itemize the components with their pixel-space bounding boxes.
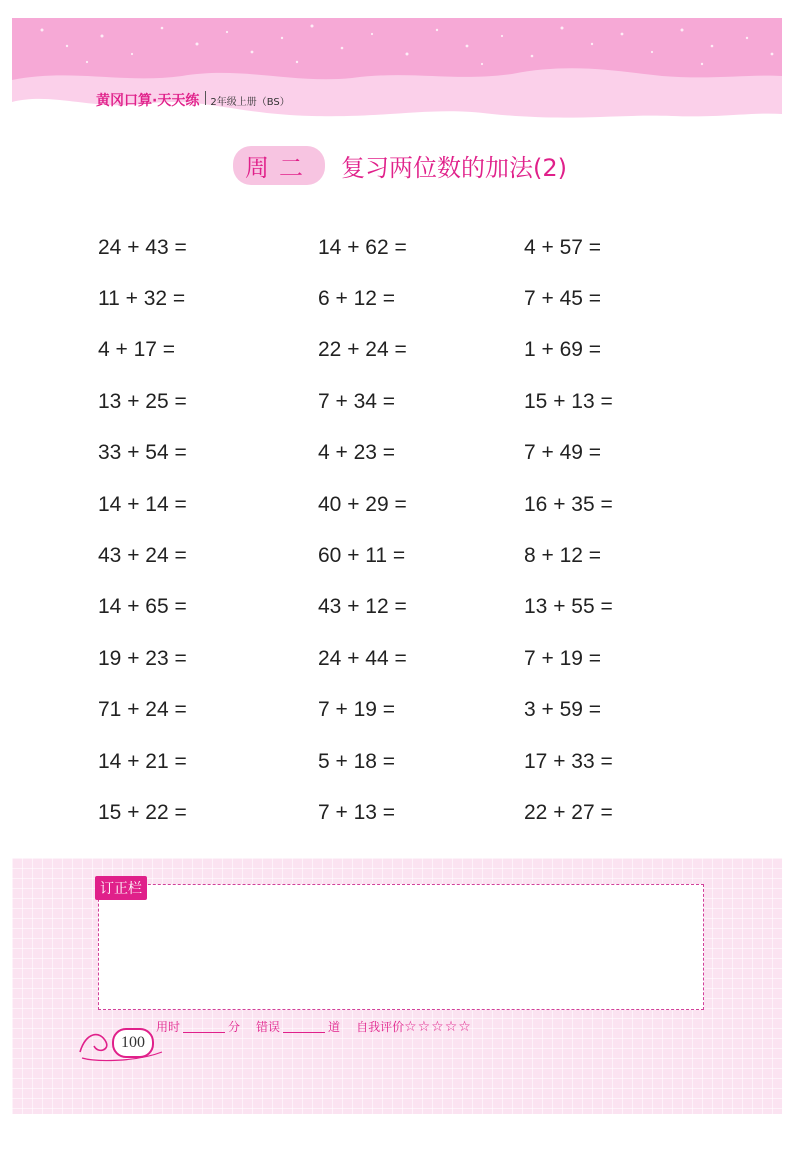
problem-row xyxy=(98,530,718,581)
addition-problem: 8 + 12 = xyxy=(524,544,602,568)
addition-problem: 60 + 11 = xyxy=(318,544,406,568)
addition-problem: 14 + 62 = xyxy=(318,235,407,259)
addition-problem: 43 + 12 = xyxy=(318,595,407,619)
page-header xyxy=(12,18,782,128)
addition-problem: 13 + 25 = xyxy=(98,389,187,413)
self-eval-label: 自我评价 xyxy=(356,1020,405,1034)
day-badge: 周二 xyxy=(233,146,325,185)
errors-label: 错误 xyxy=(256,1020,281,1034)
addition-problem: 22 + 24 = xyxy=(318,338,407,362)
time-label: 用时 xyxy=(156,1020,181,1034)
page-number-badge xyxy=(76,1022,166,1062)
problem-row xyxy=(98,736,718,787)
brand-name: 黄冈口算·天天练 xyxy=(96,93,200,109)
brand-line xyxy=(96,90,290,110)
addition-problem: 4 + 57 = xyxy=(524,235,602,259)
self-evaluation-line xyxy=(156,1018,472,1035)
footer-panel xyxy=(12,858,782,1114)
problem-row xyxy=(98,428,718,479)
problem-row xyxy=(98,273,718,324)
problem-row xyxy=(98,222,718,273)
problem-row xyxy=(98,633,718,684)
addition-problem: 71 + 24 = xyxy=(98,698,187,722)
addition-problem: 3 + 59 = xyxy=(524,698,602,722)
problem-grid xyxy=(98,222,718,839)
addition-problem: 4 + 23 = xyxy=(318,441,396,465)
page-number: 100 xyxy=(112,1028,154,1058)
rating-stars-icon[interactable]: ☆☆☆☆☆ xyxy=(404,1018,472,1035)
addition-problem: 15 + 22 = xyxy=(98,800,187,824)
addition-problem: 7 + 45 = xyxy=(524,287,602,311)
addition-problem: 6 + 12 = xyxy=(318,287,396,311)
minutes-label: 分 xyxy=(228,1020,241,1034)
addition-problem: 14 + 65 = xyxy=(98,595,187,619)
addition-problem: 43 + 24 = xyxy=(98,544,187,568)
addition-problem: 14 + 21 = xyxy=(98,749,187,773)
time-blank[interactable] xyxy=(183,1020,225,1033)
addition-problem: 17 + 33 = xyxy=(524,749,613,773)
addition-problem: 33 + 54 = xyxy=(98,441,187,465)
correction-label: 订正栏 xyxy=(95,876,147,900)
addition-problem: 22 + 27 = xyxy=(524,800,613,824)
addition-problem: 15 + 13 = xyxy=(524,389,613,413)
addition-problem: 14 + 14 = xyxy=(98,492,187,516)
addition-problem: 40 + 29 = xyxy=(318,492,407,516)
addition-problem: 24 + 43 = xyxy=(98,235,187,259)
title-topic: 复习两位数的加法(2) xyxy=(341,154,567,182)
brand-divider xyxy=(205,91,206,105)
addition-problem: 11 + 32 = xyxy=(98,287,186,311)
items-label: 道 xyxy=(328,1020,341,1034)
problem-row xyxy=(98,479,718,530)
addition-problem: 19 + 23 = xyxy=(98,646,187,670)
addition-problem: 7 + 34 = xyxy=(318,389,396,413)
grade-label: 2年级上册（BS） xyxy=(210,97,290,108)
page-title xyxy=(0,146,800,185)
problem-row xyxy=(98,787,718,838)
correction-box[interactable] xyxy=(98,884,704,1010)
addition-problem: 24 + 44 = xyxy=(318,646,407,670)
addition-problem: 7 + 19 = xyxy=(524,646,602,670)
addition-problem: 7 + 49 = xyxy=(524,441,602,465)
addition-problem: 5 + 18 = xyxy=(318,749,396,773)
addition-problem: 16 + 35 = xyxy=(524,492,613,516)
problem-row xyxy=(98,376,718,427)
problem-row xyxy=(98,325,718,376)
addition-problem: 1 + 69 = xyxy=(524,338,602,362)
errors-blank[interactable] xyxy=(283,1020,325,1033)
problem-row xyxy=(98,685,718,736)
problem-row xyxy=(98,582,718,633)
addition-problem: 7 + 19 = xyxy=(318,698,396,722)
addition-problem: 13 + 55 = xyxy=(524,595,613,619)
addition-problem: 7 + 13 = xyxy=(318,800,396,824)
addition-problem: 4 + 17 = xyxy=(98,338,176,362)
header-cloud-banner xyxy=(12,18,782,128)
